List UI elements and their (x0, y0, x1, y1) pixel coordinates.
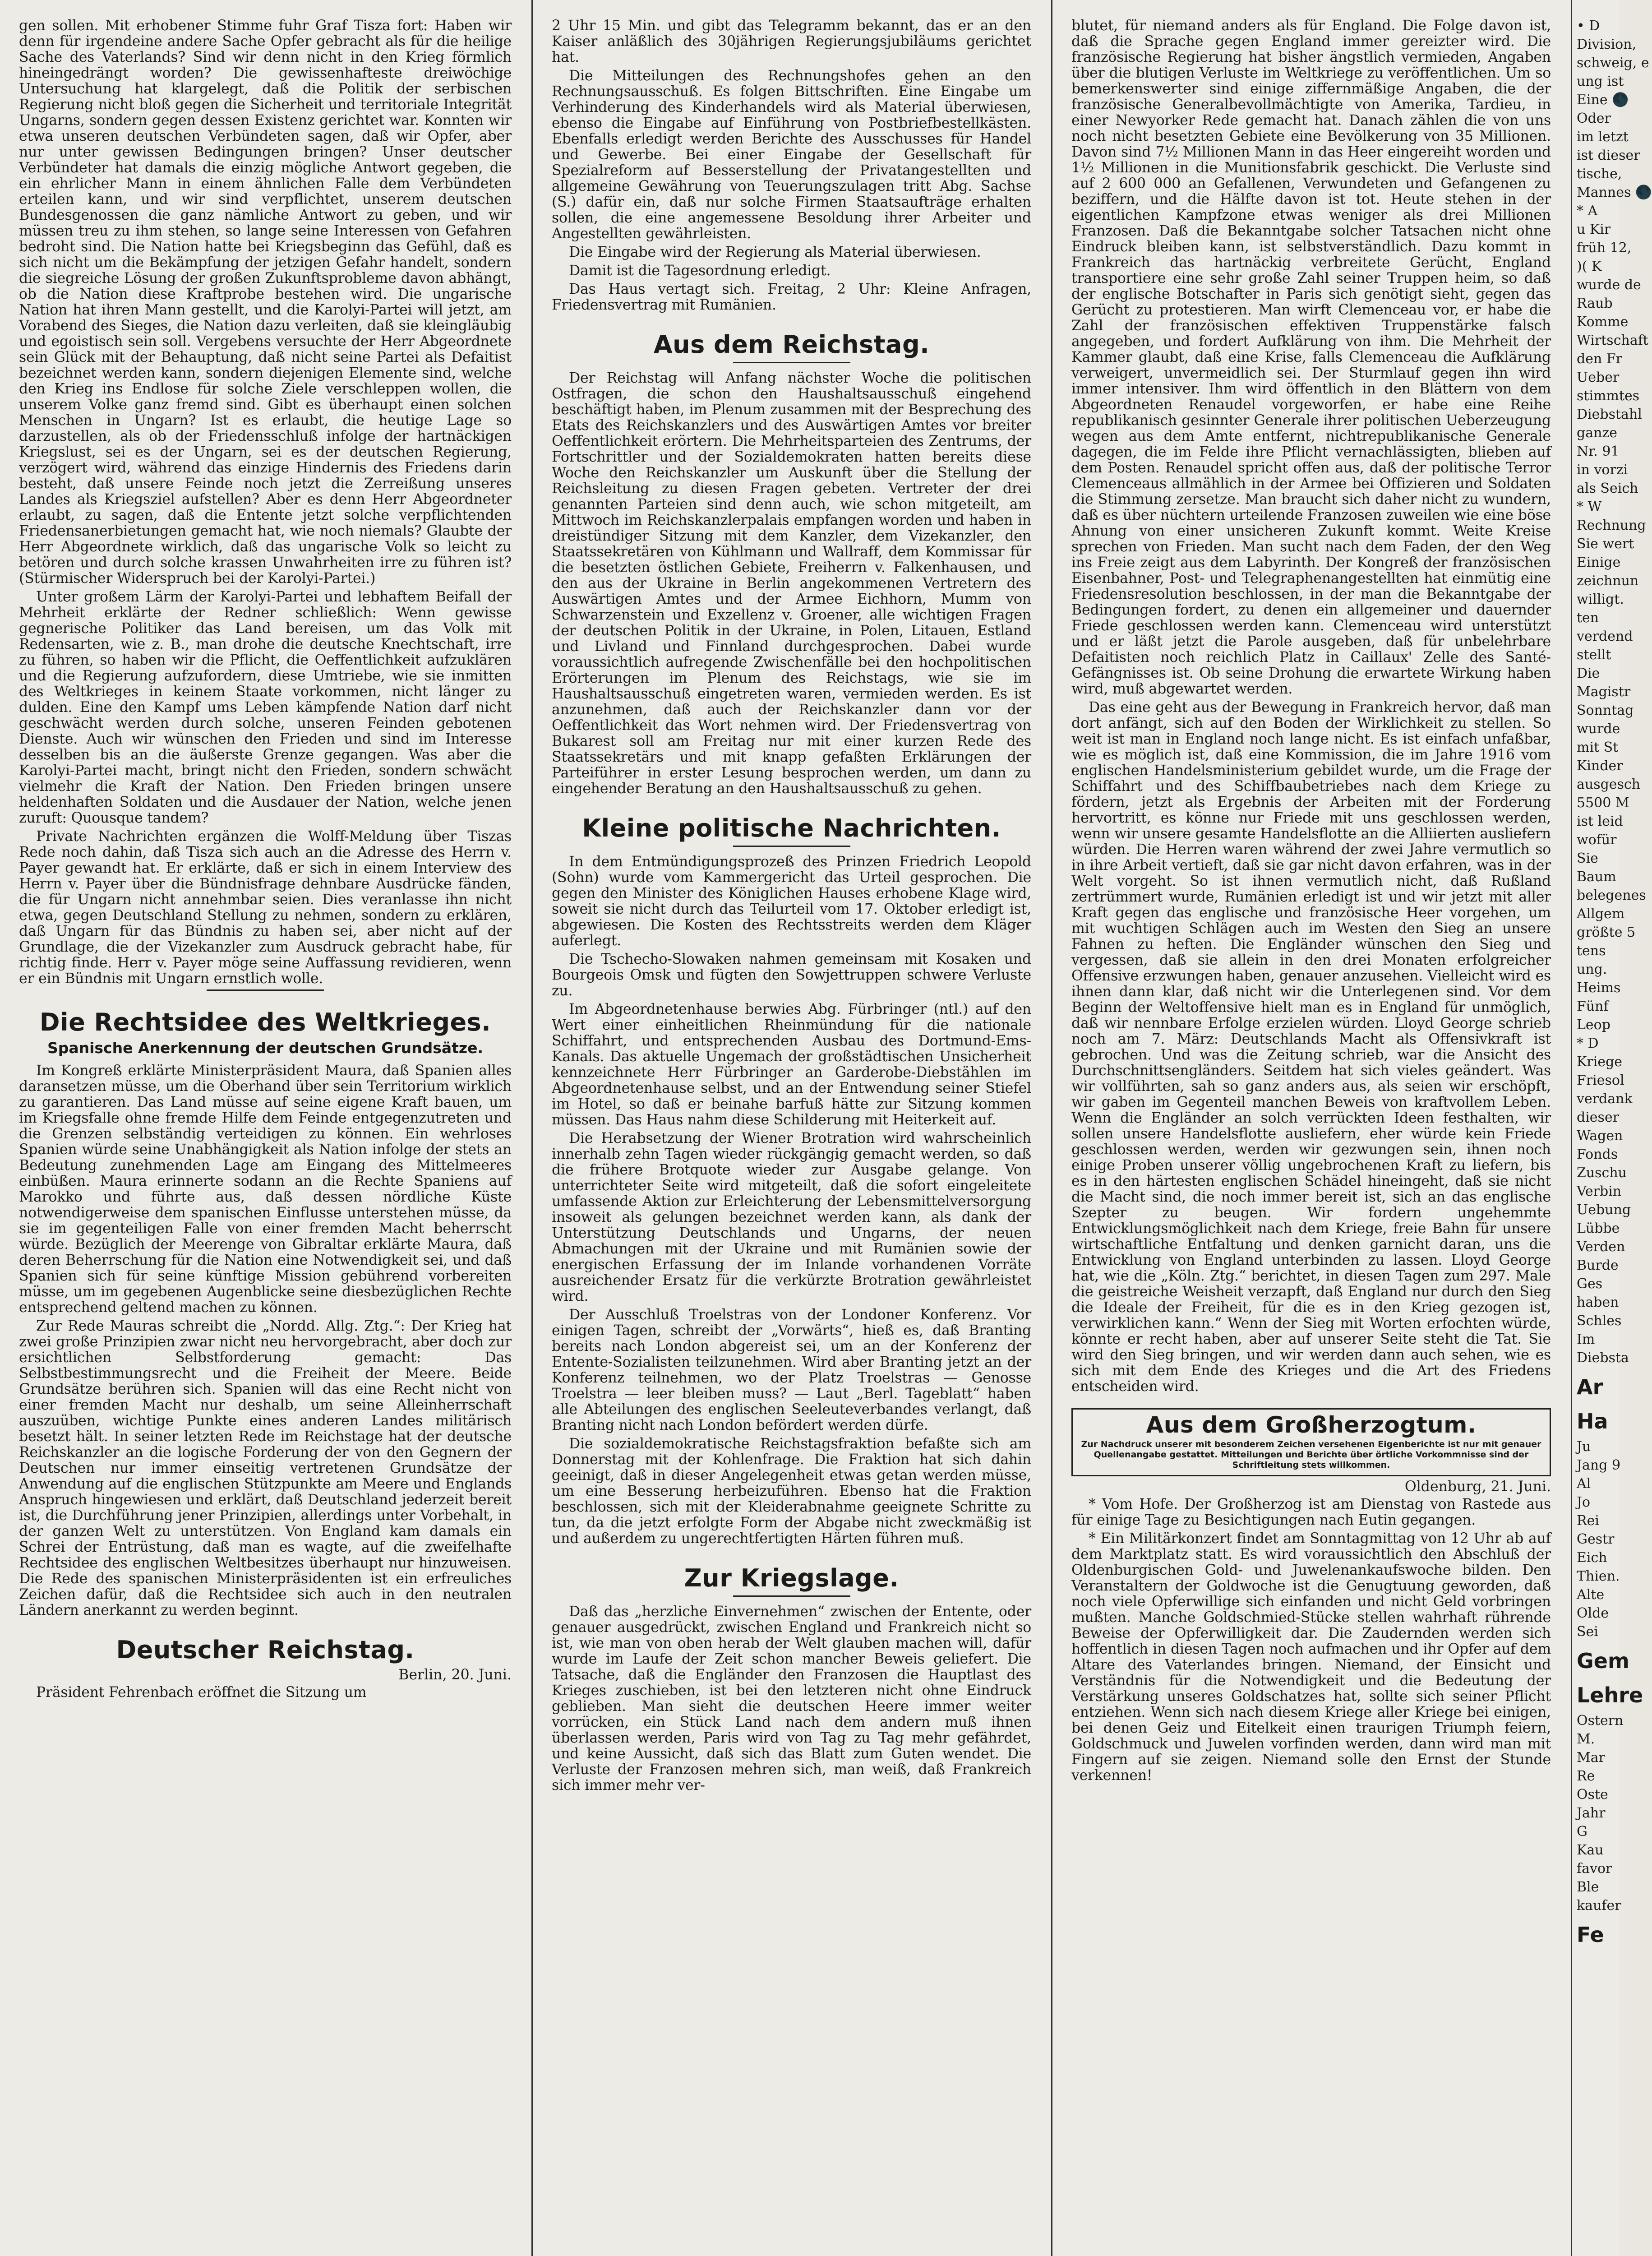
edge-text-fragment: in vorzi (1577, 462, 1628, 478)
edge-text-fragment: ausgesch (1577, 777, 1641, 792)
edge-text-fragment: ten (1577, 610, 1599, 626)
edge-text-fragment: kaufer (1577, 1898, 1621, 1914)
edge-text-fragment: Ostern (1577, 1713, 1624, 1729)
edge-text-fragment: Kriege (1577, 1054, 1623, 1070)
edge-text-fragment: Ar (1577, 1375, 1603, 1399)
edge-text-fragment: Wirtschaft (1577, 333, 1648, 348)
article-paragraph: Private Nachrichten ergänzen die Wolff-Meldung über Tiszas Rede noch dahin, daß Tisza sich auch an die Adresse des Herrn v. Payer gewandt hat. Er erklärte, daß er sich in einem Interview des Herrn v. Payer über die Bündnisfrage dehnbare Ausdrücke fänden, die für Ungarn nicht annehmbar seien. Dies veranlasse ihn nicht etwa, gegen Deutschland Stellung zu nehmen, sondern zu erklären, daß Ungarn für das Bündnis zu haben sei, aber nicht auf der Grundlage, die der Vizekanzler zum Ausdruck gebracht habe, für richtig finde. Herr v. Payer möge seine Auffassung revidieren, wenn er ein Bündnis mit Ungarn ernstlich wolle. (19, 828, 512, 987)
edge-text-fragment: Nr. 91 (1577, 444, 1620, 459)
dateline: Oldenburg, 21. Juni. (1404, 1479, 1551, 1495)
edge-text-fragment: Fonds (1577, 1146, 1618, 1162)
edge-text-fragment: Oder (1577, 111, 1611, 126)
edge-text-fragment: wurde de (1577, 277, 1641, 293)
edge-text-fragment: belegenes (1577, 888, 1646, 903)
article-paragraph: Die Eingabe wird der Regierung als Material überwiesen. (569, 244, 981, 260)
edge-text-fragment: Al (1577, 1476, 1591, 1492)
edge-text-fragment: tens (1577, 943, 1606, 959)
edge-text-fragment: Komme (1577, 314, 1629, 330)
edge-text-fragment: Magistr (1577, 684, 1631, 700)
edge-text-fragment: wurde (1577, 721, 1620, 737)
edge-text-fragment: Im (1577, 1331, 1595, 1347)
edge-text-fragment: Diebstahl (1577, 407, 1642, 422)
column-2 (531, 0, 1048, 2256)
edge-text-fragment: schweig, e (1577, 55, 1649, 71)
edge-text-fragment: Ju (1577, 1439, 1591, 1455)
section-divider (207, 989, 324, 991)
article-paragraph: Präsident Fehrenbach eröffnet die Sitzung um (36, 1684, 367, 1701)
edge-text-fragment: dieser (1577, 1110, 1620, 1125)
edge-text-fragment: Jo (1577, 1494, 1591, 1510)
column-3 (1051, 0, 1568, 2256)
article-paragraph: Die Tschecho-Slowaken nahmen gemeinsam mit Kosaken und Bourgeois Omsk und fügten den Sowjettruppen schwere Verluste zu. (552, 951, 1031, 999)
edge-text-fragment: Olde (1577, 1605, 1609, 1621)
edge-text-fragment: favor (1577, 1861, 1612, 1877)
section-divider (733, 846, 850, 847)
edge-text-fragment: Schles (1577, 1313, 1622, 1329)
edge-text-fragment: Uebung (1577, 1202, 1631, 1218)
edge-text-fragment: Sie (1577, 851, 1598, 866)
edge-text-fragment: Ueber (1577, 370, 1620, 385)
edge-text-fragment: Zuschu (1577, 1165, 1627, 1181)
section-heading: Aus dem Großherzogtum. (1146, 1412, 1477, 1438)
edge-text-fragment: Ha (1577, 1409, 1608, 1433)
article-paragraph: Die sozialdemokratische Reichstagsfraktion befaßte sich am Donnerstag mit der Kohlenfrage. Die Fraktion hat sich dahin geeinigt, daß in dieser Angelegenheit etwas getan werden müsse, um eine Besserung herbeizuführen. Ebenso hat die Fraktion beschlossen, sich mit der Kleiderabnahme geeignete Schritte zu tun, da die jetzt erfolgte Form der Abgabe nicht zweckmäßig ist und außerdem zu ungerechtfertigten Härten führen muß. (552, 1436, 1031, 1547)
article-paragraph: Zur Rede Mauras schreibt die „Nordd. Allg. Ztg.“: Der Krieg hat zwei große Prinzipien zwar nicht neu hervorgebracht, aber doch zur ersichtlichen Selbstforderung gemacht: Das Selbstbestimmungsrecht und die Freiheit der Meere. Beide Grundsätze berühren sich. Spanien will das eine Recht nicht von einer fremden Macht nur deshalb, um seine Alleinherrschaft auszuüben, wichtige Punkte eines anderen Landes militärisch besetzt hält. In seiner letzten Rede im Reichstage hat der deutsche Reichskanzler an die logische Forderung der von den Gegnern der Deutschen nur immer einseitig vertretenen Grundsätze der Anwendung auf die englischen Stützpunkte am Meere und Englands Anspruch hingewiesen und erklärt, daß Deutschland jederzeit bereit ist, die Durchführung jener Prinzipien, allerdings unter Vorbehalt, in der ganzen Welt zu unterstützen. Von England kam damals ein Schrei der Entrüstung, daß man es wagte, auf die zweifelhafte Rechtsidee des englischen Weltbesitzes überhaupt nur hinzuweisen. Die Rede des spanischen Ministerpräsidenten ist ein erfreuliches Zeichen dafür, daß die Rechtsidee sich auch in den neutralen Ländern anerkannt zu werden beginnt. (19, 1318, 512, 1618)
edge-text-fragment: Verden (1577, 1239, 1625, 1255)
edge-text-fragment: Sei (1577, 1624, 1598, 1640)
column-1 (0, 0, 529, 2256)
edge-text-fragment: ist leid (1577, 814, 1623, 829)
edge-text-fragment: wofür (1577, 832, 1617, 848)
news-item: * Vom Hofe. Der Großherzog ist am Dienstag von Rastede aus für einige Tage zu Besichtigungen nach Eutin gegangen. (1071, 1496, 1551, 1528)
edge-text-fragment: Die (1577, 666, 1600, 681)
section-header-box (1071, 1408, 1551, 1476)
edge-text-fragment: Jang 9 (1577, 1457, 1621, 1473)
edge-text-fragment: früh 12, (1577, 240, 1632, 256)
article-subheading: Spanische Anerkennung der deutschen Grundsätze. (47, 1039, 484, 1057)
edge-text-fragment: Sonntag (1577, 703, 1634, 718)
edge-text-fragment: ganze (1577, 425, 1617, 441)
edge-text-fragment: )( K (1577, 259, 1602, 274)
edge-text-fragment: Division, (1577, 37, 1637, 52)
edge-text-fragment: ung ist (1577, 74, 1624, 89)
edge-text-fragment: Eine 🌑 (1577, 92, 1629, 108)
edge-text-fragment: Kinder (1577, 758, 1623, 774)
article-heading: Die Rechtsidee des Weltkrieges. (39, 1008, 491, 1036)
edge-text-fragment: ist dieser (1577, 148, 1640, 163)
section-divider (733, 1595, 850, 1597)
edge-text-fragment: Thien. (1577, 1568, 1620, 1584)
article-paragraph: Im Abgeordnetenhause berwies Abg. Fürbringer (ntl.) auf den Wert einer einheitlichen Rheinmündung für die nationale Schiffahrt, und entsprechenden Ausbau des Dortmund-Ems-Kanals. Das aktuelle Ungemach der großstädtischen Unsicherheit kennzeichnete Herr Fürbringer an Garderobe-Diebstählen im Abgeordnetenhause selbst, und an der Entwendung seiner Stiefel im Hotel, so daß er beinahe barfuß hätte zur Sitzung kommen müssen. Das Haus nahm diese Schilderung mit Heiterkeit auf. (552, 1001, 1031, 1128)
edge-text-fragment: willigt. (1577, 592, 1624, 607)
edge-text-fragment: stellt (1577, 647, 1611, 663)
dateline: Berlin, 20. Juni. (398, 1667, 512, 1683)
column-4-cropped (1571, 0, 1652, 2256)
edge-text-fragment: M. (1577, 1731, 1595, 1747)
edge-text-fragment: Eich (1577, 1550, 1607, 1566)
news-item: * Ein Militärkonzert findet am Sonntagmittag von 12 Uhr ab auf dem Marktplatz statt. Es wird voraussichtlich den Abschluß der Oldenburgischen Gold- und Juwelenankaufswoche bilden. Den Veranstaltern der Goldwoche ist die Genugtuung geworden, daß noch viele Opferwillige sich einfanden und nicht Geld vorbringen mußten. Manche Goldschmied-Stücke stellen wahrhaft rührende Beweise der Opferwilligkeit dar. Die Zaudernden werden sich hoffentlich in diesen Tagen noch aufmachen und ihr Opfer auf dem Altare des Vaterlandes bringen. Niemand, der Einsicht und Verständnis für die Notwendigkeit und die Bedeutung der Verstärkung unseres Goldschatzes hat, sollte sich seiner Pflicht entziehen. Wenn sich nach diesem Kriege aller Kriege bei einigen, bei denen Geiz und Eitelkeit einen traurigen Triumph feiern, Goldschmuck und Juwelen vorfinden werden, dann wird man mit Fingern auf sie zeigen. Niemand solle den Ernst der Stunde verkennen! (1071, 1530, 1551, 1784)
article-heading: Zur Kriegslage. (684, 1564, 899, 1592)
edge-text-fragment: Ble (1577, 1879, 1599, 1895)
edge-text-fragment: u Kir (1577, 222, 1611, 237)
edge-text-fragment: stimmtes (1577, 388, 1640, 404)
article-heading: Kleine politische Nachrichten. (582, 814, 1001, 842)
article-paragraph: In dem Entmündigungsprozeß des Prinzen Friedrich Leopold (Sohn) wurde vom Kammergericht das Urteil gesprochen. Die gegen den Minister des Königlichen Hauses erhobene Klage wird, soweit sie nicht durch das Teilurteil vom 17. Oktober erledigt ist, abgewiesen. Die Kosten des Rechtsstreits werden dem Kläger auferlegt. (552, 854, 1031, 949)
article-heading: Deutscher Reichstag. (116, 1636, 415, 1664)
edge-text-fragment: Diebsta (1577, 1350, 1629, 1366)
edge-text-fragment: * A (1577, 203, 1598, 219)
edge-text-fragment: * D (1577, 1036, 1599, 1051)
edge-text-fragment: Lübbe (1577, 1220, 1620, 1236)
section-divider (733, 362, 850, 363)
edge-text-fragment: Re (1577, 1768, 1595, 1784)
edge-text-fragment: Verbin (1577, 1183, 1622, 1199)
edge-text-fragment: Oste (1577, 1787, 1608, 1803)
edge-text-fragment: Ges (1577, 1276, 1603, 1292)
edge-text-fragment: Einige (1577, 555, 1621, 570)
edge-text-fragment: zeichnun (1577, 573, 1639, 589)
article-paragraph: Die Mitteilungen des Rechnungshofes gehen an den Rechnungsausschuß. Es folgen Bittschriften. Eine Eingabe um Verhinderung des Kinderhandels wird als Material überwiesen, ebenso die Eingabe auf Einführung von Postbriefbestellkästen. Ebenfalls erledigt werden Berichte des Ausschusses für Handel und Gewerbe. Bei einer Eingabe der Gesellschaft für Spezialreform auf Besserstellung der Privatangestellten und allgemeine Gewährung von Teuerungszulagen tritt Abg. Sachse (S.) dafür ein, daß nur solche Firmen Staatsaufträge erhalten sollen, die eine angemessene Besoldung ihrer Arbeiter und Angestellten gewährleisten. (552, 68, 1031, 242)
edge-text-fragment: 5500 M (1577, 795, 1629, 811)
edge-text-fragment: als Seich (1577, 481, 1638, 496)
edge-text-fragment: Lehre (1577, 1683, 1643, 1707)
edge-text-fragment: Sie wert (1577, 536, 1634, 552)
article-paragraph: Das Haus vertagt sich. Freitag, 2 Uhr: Kleine Anfragen, Friedensvertrag mit Rumänien. (552, 281, 1031, 313)
edge-text-fragment: Alte (1577, 1587, 1605, 1603)
article-paragraph: Unter großem Lärm der Karolyi-Partei und lebhaftem Beifall der Mehrheit erklärte der Redner schließlich: Wenn gewisse gegnerische Politiker das Land bereisen, um das Volk mit Redensarten, wie z. B., man drohe die deutsche Knechtschaft, irre zu führen, so haben wir die Pflicht, die Oeffentlichkeit aufzuklären und die Regierung aufzufordern, diese Umtriebe, wie sie inmitten des Weltkrieges in keinem Staate vorkommen, nicht länger zu dulden. Eine den Kampf ums Leben kämpfende Nation darf nicht geschwächt werden durch solche, unseren Feinden gebotenen Dienste. Auch wir wünschen den Frieden und sind im Interesse desselben bis an die äußerste Grenze gegangen. Was aber die Karolyi-Partei macht, bringt nicht den Frieden, sondern schwächt vielmehr die Kraft der Nation. Den Frieden bringen unsere heldenhaften Soldaten und die Ausdauer der Nation, welche jenen zuruft: Quousque tandem? (19, 589, 512, 826)
article-paragraph: Der Ausschluß Troelstras von der Londoner Konferenz. Vor einigen Tagen, schreibt der „Vorwärts“, hieß es, daß Branting bereits nach London abgereist sei, um an der Konferenz der Entente-Sozialisten teilzunehmen. Wird aber Branting jetzt an der Konferenz teilnehmen, wo der Platz Troelstras — Genosse Troelstra — leer bleiben muss? — Laut „Berl. Tageblatt“ haben alle Abteilungen des englischen Seeleuteverbandes verlangt, daß Branting nicht nach London befördert werden dürfe. (552, 1307, 1031, 1433)
edge-text-fragment: Allgem (1577, 906, 1625, 922)
edge-text-fragment: Raub (1577, 296, 1613, 311)
edge-text-fragment: Mannes 🌑 (1577, 185, 1652, 200)
edge-text-fragment: Burde (1577, 1257, 1619, 1273)
edge-text-fragment: größte 5 (1577, 925, 1636, 940)
edge-text-fragment: G (1577, 1824, 1587, 1840)
edge-text-fragment: Mar (1577, 1750, 1605, 1766)
edge-text-fragment: Wagen (1577, 1128, 1623, 1144)
edge-text-fragment: Friesol (1577, 1073, 1624, 1088)
article-paragraph: Die Herabsetzung der Wiener Brotration wird wahrscheinlich innerhalb zehn Tagen wieder rückgängig gemacht werden, so daß die frühere Brotquote wieder zur Ausgabe gelange. Von unterrichteter Seite wird mitgeteilt, daß die sofort eingeleitete umfassende Aktion zur Erleichterung der Lebensmittelversorgung insoweit als gelungen bezeichnet werden kann, als dank der Unterstützung Deutschlands und Ungarns, der neuen Abmachungen mit der Ukraine und mit Rumänien sowie der energischen Erfassung der im Inlande vorhandenen Vorräte ausreichender Ersatz für die verkürzte Brotration gewährleistet wird. (552, 1130, 1031, 1304)
article-heading: Aus dem Reichstag. (653, 330, 930, 359)
edge-text-fragment: mit St (1577, 740, 1619, 755)
article-paragraph: Damit ist die Tagesordnung erledigt. (569, 263, 831, 279)
edge-text-fragment: • D (1577, 18, 1600, 34)
edge-text-fragment: den Fr (1577, 351, 1622, 367)
article-paragraph: 2 Uhr 15 Min. und gibt das Telegramm bekannt, das er an den Kaiser anläßlich des 30jährigen Regierungsjubiläums gerichtet hat. (552, 18, 1031, 65)
edge-text-fragment: ung. (1577, 962, 1607, 977)
edge-text-fragment: Heims (1577, 980, 1621, 996)
edge-text-fragment: Gestr (1577, 1531, 1615, 1547)
edge-text-fragment: Fe (1577, 1923, 1604, 1947)
article-paragraph: Der Reichstag will Anfang nächster Woche die politischen Ostfragen, die schon den Haushaltsausschuß eingehend beschäftigt haben, im Plenum zusammen mit der Besprechung des Etats des Reichskanzlers und des Auswärtigen Amtes vor breiter Oeffentlichkeit erörtern. Die Mehrheitsparteien des Zentrums, der Fortschrittler und der Sozialdemokraten hatten bereits diese Woche den Reichskanzler um Auskunft über die Stellung der Reichsleitung zu diesen Fragen gebeten. Vertreter der drei genannten Parteien sind denn auch, wie schon mitgeteilt, am Mittwoch im Reichskanzlerpalais empfangen worden und haben in dreistündiger Sitzung mit dem Kanzler, dem Vizekanzler, den Staatssekretären von Kühlmann und Wallraff, dem Kommissar für die besetzten östlichen Gebiete, Freiherrn v. Falkenhausen, und den aus der Ukraine in Berlin angekommenen Vertretern des Auswärtigen Amtes und der Armee Eichhorn, Mumm von Schwarzenstein und Exzellenz v. Groener, alle wichtigen Fragen der deutschen Politik in der Ukraine, in Polen, Litauen, Estland und Livland und Finnland durchgesprochen. Dabei wurde voraussichtlich aufregende Zwischenfälle bei den hochpolitischen Erörterungen im Plenum des Reichstags, wie sie im Haushaltsausschuß eingetreten waren, vermieden werden. Es ist anzunehmen, daß auch der Reichskanzler dann vor der Oeffentlichkeit das Wort nehmen wird. Der Friedensvertrag von Bukarest soll am Freitag nur mit einer kurzen Rede des Staatssekretärs und mit knapp gefaßten Erklärungen der Parteiführer in erster Lesung besprochen werden, um dann zu eingehender Beratung an den Haushaltsausschuß zu gehen. (552, 370, 1031, 797)
edge-text-fragment: Gem (1577, 1649, 1629, 1673)
edge-text-fragment: verdend (1577, 629, 1633, 644)
edge-text-fragment: im letzt (1577, 129, 1629, 145)
edge-text-fragment: Rechnung (1577, 518, 1646, 533)
edge-text-fragment: Jahr (1577, 1805, 1606, 1821)
edge-text-fragment: verdank (1577, 1091, 1633, 1107)
edge-text-fragment: tische, (1577, 166, 1622, 182)
edge-text-fragment: Kau (1577, 1842, 1604, 1858)
article-paragraph: Im Kongreß erklärte Ministerpräsident Maura, daß Spanien alles daransetzen müsse, um die Oberhand über sein Territorium wirklich zu garantieren. Das Land müsse auf seine eigene Kraft bauen, um im Kriegsfalle ohne fremde Hilfe dem Feinde entgegenzutreten und die Grenzen selbständig verteidigen zu können. Ein wehrloses Spanien würde seine Unabhängigkeit als Nation infolge der stets an Bedeutung zunehmenden Lage am Eingang des Mittelmeeres einbüßen. Maura erinnerte sodann an die Rechte Spaniens auf Marokko und führte aus, daß dessen nördliche Küste notwendigerweise dem spanischen Einflusse unterstehen müsse, da sie im gegenteiligen Falle von einer fremden Macht beherrscht würde. Bezüglich der Meerenge von Gibraltar erklärte Maura, daß deren Beherrschung für die Nation eine Notwendigkeit sei, und daß Spanien sich für seine künftige Mission gebührend vorbereiten müsse, um im gegebenen Augenblicke seine diesbezüglichen Rechte entsprechend geltend machen zu können. (19, 1063, 512, 1316)
edge-text-fragment: * W (1577, 499, 1602, 515)
section-note: Zur Nachdruck unserer mit besonderem Zeichen versehenen Eigenberichte ist nur mit genauer Quellenangabe gestattet. Mitteilungen und Berichte über örtliche Vorkommnisse sind der Schriftleitung stets willkommen. (1081, 1439, 1541, 1470)
edge-text-fragment: Leop (1577, 1017, 1610, 1033)
edge-text-fragment: haben (1577, 1294, 1619, 1310)
article-paragraph: gen sollen. Mit erhobener Stimme fuhr Graf Tisza fort: Haben wir denn für irgendeine andere Sache Opfer gebracht als für die heilige Sache des Vaterlands? Sind wir denn nicht in den Krieg förmlich hineingedrängt worden? Die gewissenhafteste dreiwöchige Untersuchung hat klargelegt, daß die Politik der serbischen Regierung nicht bloß gegen die Sicherheit und territoriale Integrität Ungarns, sondern gegen dessen Existenz gerichtet war. Konnten wir etwa unseren deutschen Verbündeten sagen, daß wir Opfer, aber nur unter gewissen Bedingungen bringen? Unser deutscher Verbündeter hat damals die einzig mögliche Antwort gegeben, die ein ehrlicher Mann in einem ähnlichen Falle dem Verbündeten erteilen kann, und wir sind verpflichtet, unserem deutschen Bundesgenossen die ganz nämliche Antwort zu geben, und wir müssen treu zu ihm stehen, so lange seine Interessen von Gefahren bedroht sind. Die Nation hatte bei Kriegsbeginn das Gefühl, daß es sich nicht um die Bekämpfung der jetzigen Gefahr handelt, sondern die siegreiche Lösung der großen Zukunftsprobleme davon abhängt, ob die Nation diese Kraftprobe bestehen wird. Die ungarische Nation hat ihren Mann gestellt, und die Karolyi-Partei will jetzt, am Vorabend des Sieges, die Nation dazu verleiten, daß sie kleingläubig und egoistisch sein soll. Vergebens versuchte der Herr Abgeordnete sein Glück mit der Behauptung, daß nicht seine Partei als Defaitist bezeichnet werden kann, sondern diejenigen Elemente sind, welche den Krieg ins Endlose für solche Ziele verschleppen wollen, die unserem Volke ganz fremd sind. Gibt es überhaupt einen solchen Menschen in Ungarn? Ist es erlaubt, die heutige Lage so darzustellen, als ob der Friedensschluß infolge der hartnäckigen Kriegslust, sei es der Ungarn, sei es der deutschen Regierung, verzögert wird, während das einzige Hindernis des Friedens darin besteht, daß unsere Feinde noch jetzt die Zerreißung unseres Landes als Kriegsziel aufstellen? Aber es denn Herr Abgeordneter erlaubt, zu sagen, daß die Entente jetzt solche verpflichtenden Friedensanerbietungen gemacht hat, wie noch niemals? Glaubte der Herr Abgeordnete wirklich, daß das ungarische Volk so leicht zu betören und durch solche krassen Unwahrheiten irre zu führen ist? (Stürmischer Widerspruch bei der Karolyi-Partei.) (19, 18, 512, 587)
article-paragraph: blutet, für niemand anders als für England. Die Folge davon ist, daß die Sprache gegen England immer gereizter wird. Die französische Regierung hat bisher ängstlich vermieden, Angaben über die blutigen Verluste im Weltkriege zu veröffentlichen. Um so bemerkenswerter sind einige ziffernmäßige Angaben, die der französische Generalbevollmächtigte von Amerika, Tardieu, in einer Newyorker Rede gemacht hat. Danach zählen die von uns noch nicht besetzten Gebiete eine Bevölkerung von 35 Millionen. Davon sind 7½ Millionen Mann in das Heer eingereiht worden und 1½ Millionen in die Munitionsfabrik geschickt. Die Verluste sind auf 2 600 000 an Gefallenen, Verwundeten und Gefangenen zu beziffern, und die Hälfte davon ist tot. Heute stehen in der eigentlichen Kampfzone etwas weniger als drei Millionen Franzosen. Daß die Bekanntgabe solcher Tatsachen nicht ohne Eindruck bleiben kann, ist selbstverständlich. Dazu kommt in Frankreich das hartnäckig verbreitete Gerücht, England transportiere eine sehr große Zahl seiner Truppen heim, so daß der englische Botschafter in Paris sich genötigt sieht, gegen das Gerücht zu protestieren. Man wirft Clemenceau vor, er habe die Zahl der französischen effektiven Truppenstärke falsch angegeben, und fordert Aufklärung von ihm. Die Mehrheit der Kammer glaubt, daß eine Krise, falls Clemenceau die Aufklärung verweigert, unvermeidlich sei. Der Sturmlauf gegen ihn wird immer intensiver. Ihm wird öffentlich in den Blättern von dem Abgeordneten Renaudel vorgeworfen, er habe eine Reihe republikanisch gesinnter Generale ihrer politischen Ueberzeugung wegen aus dem Amte entfernt, nichtrepublikanische Generale dagegen, die im Felde ihre Pflicht vernachlässigten, blieben auf dem Posten. Renaudel spricht offen aus, daß der politische Terror Clemenceaus allmählich in der Armee bei Offizieren und Soldaten die Stimmung zersetze. Man braucht sich daher nicht zu wundern, daß es über nüchtern urteilende Franzosen zuweilen wie eine böse Ahnung von einer unsicheren Zukunft kommt. Weite Kreise sprechen von Frieden. Man sucht nach dem Faden, der den Weg ins Freie zeigt aus dem Labyrinth. Der Kongreß der französischen Eisenbahner, Post- und Telegraphenangestellten hat einmütig eine Friedensresolution beschlossen, in der man die Bekanntgabe der Bedingungen fordert, zu denen ein allgemeiner und dauernder Friede geschlossen werden kann. Clemenceau wird unterstützt und er läßt jetzt die Parole ausgeben, daß für unbelehrbare Defaitisten noch reichlich Platz in Caillaux' Zelle des Santé-Gefängnisses ist. Ob seine Drohung die erwartete Wirkung haben wird, muß abgewartet werden. (1071, 18, 1551, 697)
edge-text-fragment: Rei (1577, 1513, 1599, 1529)
edge-text-fragment: Baum (1577, 869, 1616, 885)
article-paragraph: Daß das „herzliche Einvernehmen“ zwischen der Entente, oder genauer ausgedrückt, zwischen England und Frankreich nicht so ist, wie man von oben herab der Welt glauben machen will, dafür wurde im Laufe der Zeit schon mancher Beweis geliefert. Die Tatsache, daß die Engländer den Franzosen die Hauptlast des Krieges zuschieben, ist bei den letzteren nicht ohne Eindruck geblieben. Man sieht die deutschen Heere immer weiter vorrücken, ein Stück Land nach dem andern muß ihnen überlassen werden, Paris wird von Tag zu Tag mehr gefährdet, und keine Aussicht, daß sich das Blatt zum Guten wendet. Die Verluste der Franzosen mehren sich, man weiß, daß Frankreich sich immer mehr ver- (552, 1604, 1031, 1794)
article-paragraph: Das eine geht aus der Bewegung in Frankreich hervor, daß man dort anfängt, sich auf den Boden der Wirklichkeit zu stellen. So weit ist man in England noch lange nicht. Es ist einfach unfaßbar, wie es möglich ist, daß eine Kommission, die im Jahre 1916 vom englischen Handelsministerium gebildet wurde, um die Frage der Schiffahrt und des Schiffbaubetriebes nach dem Kriege zu fördern, jetzt als Ergebnis der Arbeiten mit der Forderung hervortritt, es könne nur Friede mit uns geschlossen werden, wenn wir unsere gesamte Handelsflotte an die Alliierten ausliefern würden. Die Herren waren während der zwei Jahre vermutlich so in ihre Arbeit vertieft, daß sie gar nicht davon erfahren, was in der Welt vorgeht. So ist ihnen vermutlich nicht, daß Rußland zertrümmert wurde, Rumänien erledigt ist und wir jetzt mit aller Kraft gegen das englische und französische Heer vorgehen, um mit wuchtigen Schlägen auch im Westen den Sieg an unsere Fahnen zu heften. Die Engländer wünschen den Sieg und vergessen, daß sie allein in den drei Monaten erfolgreicher Offensive erzwungen haben, genauer anzusehen. Vielleicht wird es ihnen dann klar, daß nicht wir die Unterlegenen sind. Vor dem Beginn der Weltoffensive hielt man es in England für unmöglich, daß wir nennbare Erfolge erzielen würden. Lloyd George schrieb noch am 7. März: Deutschlands Macht als Offensivkraft ist gebrochen. Und was die Zeitung schrieb, war die Ansicht des Durchschnittsengländers. Seitdem hat sich vieles geändert. Was wir vollführten, sah so ganz anders aus, als seien wir erschöpft, wir gaben im Gegenteil manchen Beweis von kraftvollem Leben. Wenn die Engländer an solch verrückten Ideen festhalten, wir sollen unsere Handelsflotte ausliefern, eher würde kein Friede geschlossen werden, werden wir gezwungen sein, ihnen noch einige Proben unserer völlig ungebrochenen Kraft zu liefern, bis es in den härtesten englischen Schädel hineingeht, daß sie nicht die Macht sind, die noch immer bereit ist, sich an das englische Szepter zu beugen. Wir fordern ungehemmte Entwicklungsmöglichkeit nach dem Kriege, freie Bahn für unsere wirtschaftliche Entfaltung und denken garnicht daran, uns die Entwicklung von England unterbinden zu lassen. Lloyd George hat, wie die „Köln. Ztg.“ berichtet, in diesen Tagen zum 297. Male die geistreiche Weisheit verzapft, daß England nur durch den Sieg die Ideale der Freiheit, für die es in den Krieg gezogen ist, verwirklichen kann.“ Wenn der Sieg mit Worten erfochten würde, könnte er recht haben, aber auf unserer Seite steht die Tat. Sie wird den Sieg bringen, und wir werden dann auch sehen, wie es sich mit dem Ende des Krieges und die Art des Friedens entscheiden wird. (1071, 699, 1551, 1395)
edge-text-fragment: Fünf (1577, 999, 1609, 1014)
